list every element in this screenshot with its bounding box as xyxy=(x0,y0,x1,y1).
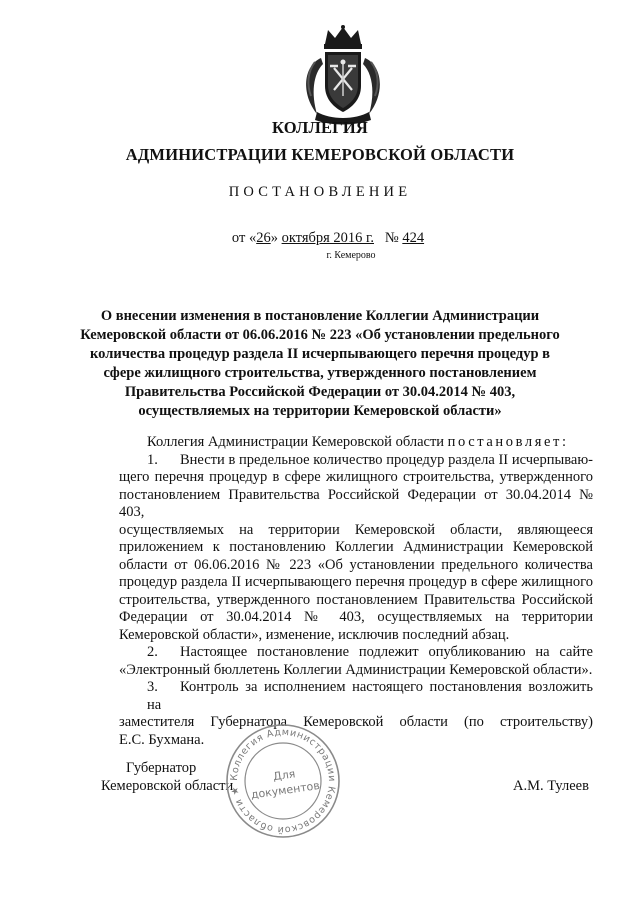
signatory-position-line-2: Кемеровской области xyxy=(101,778,234,794)
paragraph-line: процедур раздела II исчерпывающего перечня процедур в сфере жилищного xyxy=(119,574,593,590)
paragraph-1 xyxy=(119,452,593,645)
paragraph-line: осуществляемых на территории Кемеровской области, являющееся xyxy=(119,521,593,538)
preamble-text: Коллегия Администрации Кемеровской области xyxy=(147,434,445,450)
paragraph-line: 1. Внести в предельное количество процедур раздела II исчерпываю- xyxy=(147,451,593,468)
date-day: 26 xyxy=(256,230,271,246)
city: г. Кемерово xyxy=(326,250,376,261)
title-line: количества процедур раздела II исчерпывающего перечня процедур в xyxy=(90,346,550,362)
signatory-position-line-1: Губернатор xyxy=(126,760,197,776)
date-line xyxy=(0,230,640,247)
preamble xyxy=(119,434,593,452)
paragraph-line: щего перечня процедур в сфере жилищного строительства, утвержденного xyxy=(119,469,593,485)
authority-line-2: АДМИНИСТРАЦИИ КЕМЕРОВСКОЙ ОБЛАСТИ xyxy=(125,145,515,164)
paragraph-line: Кемеровской области», изменение, исключив последний абзац. xyxy=(119,626,510,643)
coat-of-arms-icon xyxy=(297,24,389,126)
title-line: осуществляемых на территории Кемеровской области» xyxy=(138,403,502,419)
stamp-center-line-2: документов xyxy=(250,779,321,802)
paragraph-line: 3. Контроль за исполнением настоящего постановления возложить на xyxy=(147,679,593,713)
document-number: 424 xyxy=(402,230,425,246)
paragraph-line: Федерации от 30.04.2014 № 403, осуществляемых на территории xyxy=(119,609,593,625)
title-line: Правительства Российской Федерации от 30.04.2014 № 403, xyxy=(124,384,516,400)
stamp-ring-text: Коллегия Администрации Кемеровской области ★ xyxy=(228,726,338,836)
preamble-verb: постановляет: xyxy=(447,434,569,450)
paragraph-line: Е.С. Бухмана. xyxy=(119,731,205,748)
paragraph-number: 3. xyxy=(147,679,158,695)
paragraph-2 xyxy=(119,644,593,679)
paragraph-line: «Электронный бюллетень Коллегии Администрации Кемеровской области». xyxy=(119,661,593,678)
paragraph-3 xyxy=(119,679,593,749)
date-month-year: октября 2016 г. xyxy=(281,230,374,246)
paragraph-line: заместителя Губернатора Кемеровской области (по строительству) xyxy=(119,714,593,730)
date-prefix: от « xyxy=(231,230,257,246)
paragraph-line: приложением к постановлению Коллегии Администрации Кемеровской xyxy=(119,539,593,555)
date-mid: » xyxy=(270,230,282,246)
title-line: О внесении изменения в постановление Коллегии Администрации xyxy=(100,308,540,324)
document-body xyxy=(119,434,593,749)
number-label: № xyxy=(384,230,399,246)
authority-line-1: КОЛЛЕГИЯ xyxy=(271,118,368,137)
paragraph-line: 2. Настоящее постановление подлежит опубликованию на сайте xyxy=(147,644,593,660)
paragraph-number: 2. xyxy=(147,644,158,660)
document-title xyxy=(0,307,640,421)
title-line: сфере жилищного строительства, утвержденного постановлением xyxy=(103,365,537,381)
title-line: Кемеровской области от 06.06.2016 № 223 «Об установлении предельного xyxy=(80,327,560,343)
signatory-name: А.М. Тулеев xyxy=(513,778,589,794)
paragraph-line: строительства, утвержденного постановлением Правительства Российской xyxy=(119,591,593,608)
paragraph-number: 1. xyxy=(147,451,158,468)
official-stamp xyxy=(224,722,342,840)
document-type: ПОСТАНОВЛЕНИЕ xyxy=(228,184,412,200)
paragraph-line: области от 06.06.2016 № 223 «Об установлении предельного количества xyxy=(119,556,593,573)
paragraph-line: постановлением Правительства Российской Федерации от 30.04.2014 № 403, xyxy=(119,486,593,520)
stamp-center-line-1: Для xyxy=(272,767,297,784)
